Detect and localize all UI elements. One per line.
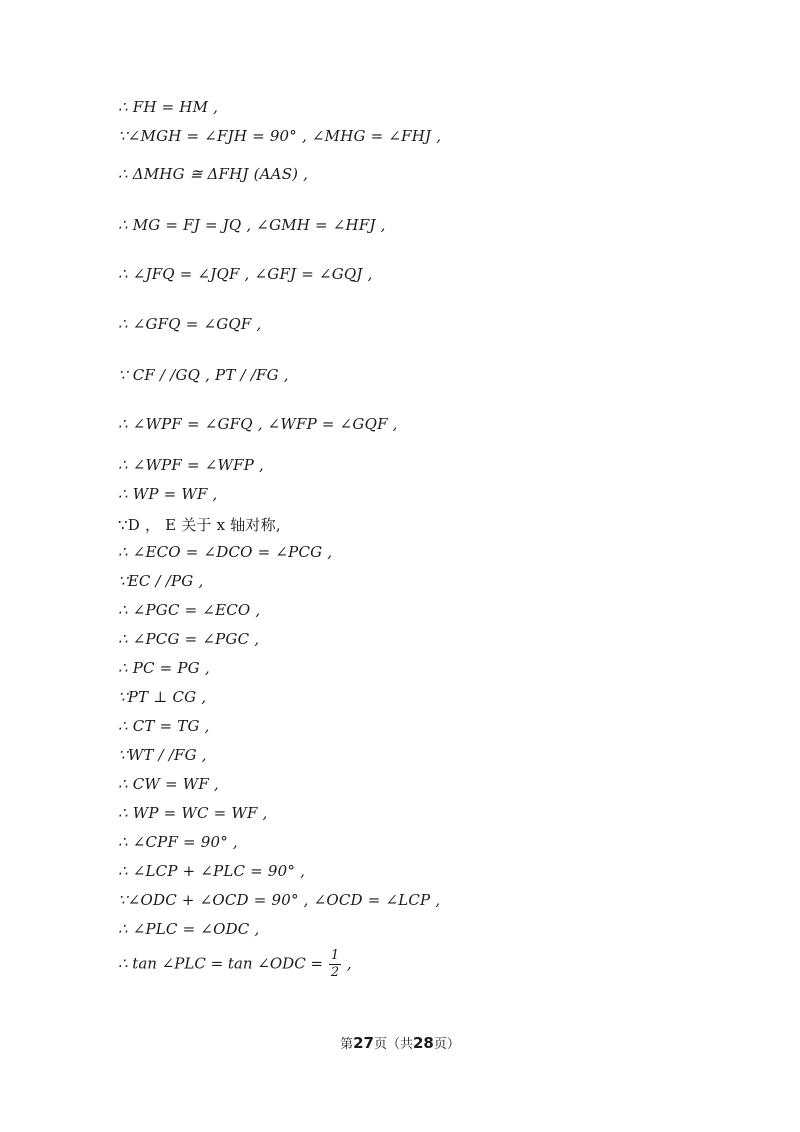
proof-line-11: ∵D ， E 关于 x 轴对称, xyxy=(118,516,281,534)
proof-line-8: ∴ ∠WPF = ∠GFQ , ∠WFP = ∠GQF , xyxy=(118,415,398,433)
fraction-one-half xyxy=(329,948,341,981)
proof-line-20: ∴ CW = WF , xyxy=(118,775,219,793)
proof-line-21: ∴ WP = WC = WF , xyxy=(118,804,268,822)
proof-line-22: ∴ ∠CPF = 90° , xyxy=(118,833,238,851)
footer-page-number: 27 xyxy=(353,1034,374,1052)
proof-line-16: ∴ PC = PG , xyxy=(118,659,210,677)
proof-line-26 xyxy=(118,948,352,981)
proof-line-14: ∴ ∠PGC = ∠ECO , xyxy=(118,601,261,619)
proof-line-5: ∴ ∠JFQ = ∠JQF , ∠GFJ = ∠GQJ , xyxy=(118,265,373,283)
tan-expression: ∴ tan ∠PLC = tan ∠ODC = xyxy=(118,954,324,973)
trailing-comma: , xyxy=(346,954,352,973)
proof-line-2: ∵∠MGH = ∠FJH = 90° , ∠MHG = ∠FHJ , xyxy=(118,127,442,145)
proof-line-18: ∴ CT = TG , xyxy=(118,717,210,735)
proof-line-13: ∵EC / /PG , xyxy=(118,572,204,590)
footer-pre: 第 xyxy=(340,1037,354,1052)
proof-line-4: ∴ MG = FJ = JQ , ∠GMH = ∠HFJ , xyxy=(118,216,386,234)
page-footer xyxy=(0,1033,800,1052)
proof-line-12: ∴ ∠ECO = ∠DCO = ∠PCG , xyxy=(118,543,333,561)
proof-line-23: ∴ ∠LCP + ∠PLC = 90° , xyxy=(118,862,306,880)
proof-line-7: ∵ CF / /GQ , PT / /FG , xyxy=(118,366,289,384)
footer-mid: 页（共 xyxy=(373,1037,413,1052)
proof-line-3: ∴ ΔMHG ≅ ΔFHJ (AAS) , xyxy=(118,165,309,183)
proof-line-17: ∵PT ⊥ CG , xyxy=(118,688,207,706)
proof-line-6: ∴ ∠GFQ = ∠GQF , xyxy=(118,315,262,333)
proof-line-19: ∵WT / /FG , xyxy=(118,746,207,764)
footer-total-pages: 28 xyxy=(413,1034,434,1052)
proof-line-9: ∴ ∠WPF = ∠WFP , xyxy=(118,456,264,474)
proof-line-10: ∴ WP = WF , xyxy=(118,485,218,503)
fraction-denominator: 2 xyxy=(330,965,340,980)
proof-line-25: ∴ ∠PLC = ∠ODC , xyxy=(118,920,260,938)
proof-line-1: ∴ FH = HM , xyxy=(118,98,219,116)
footer-post: 页） xyxy=(433,1037,460,1052)
fraction-numerator: 1 xyxy=(330,948,340,963)
proof-line-24: ∵∠ODC + ∠OCD = 90° , ∠OCD = ∠LCP , xyxy=(118,891,441,909)
proof-line-15: ∴ ∠PCG = ∠PGC , xyxy=(118,630,260,648)
